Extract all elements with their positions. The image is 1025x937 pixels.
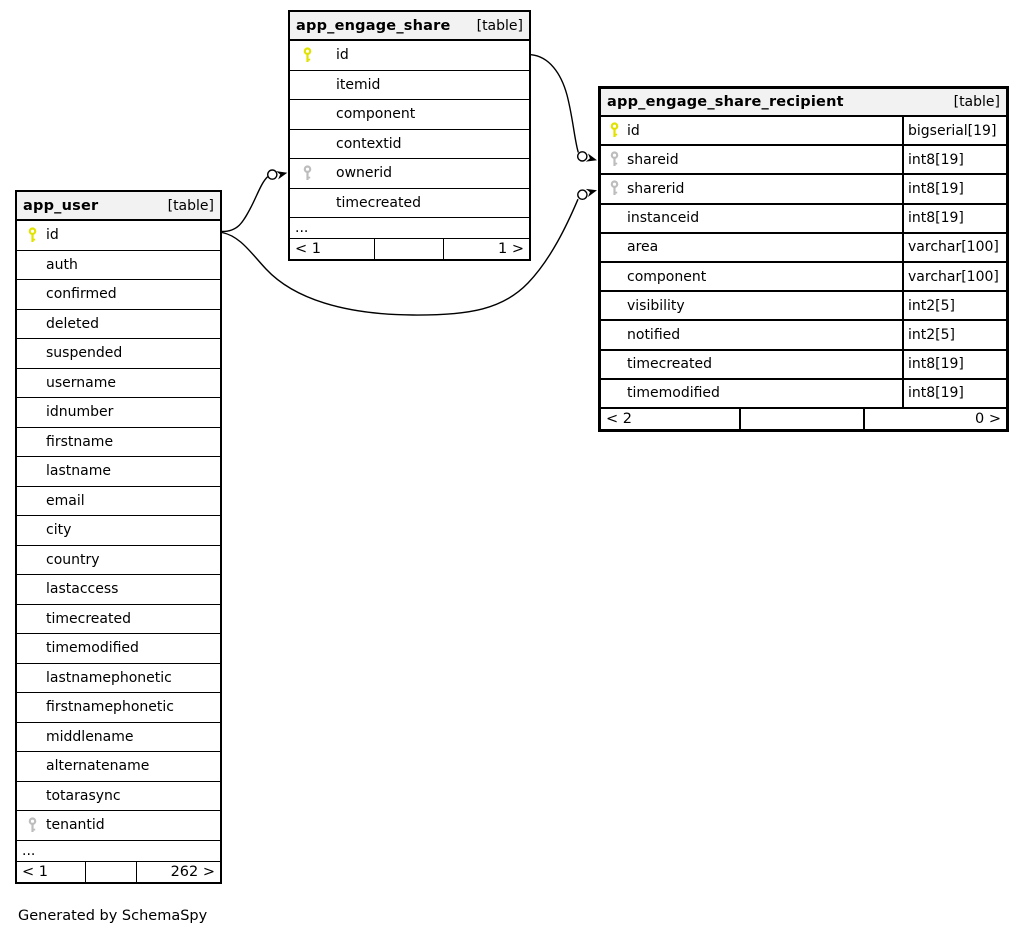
table-row [17, 516, 220, 546]
column-name: timemodified [46, 640, 139, 657]
ellipsis-row: ... [17, 841, 220, 862]
table-row [17, 634, 220, 664]
pager [290, 239, 529, 259]
table-row [601, 263, 1006, 292]
table-row [17, 369, 220, 399]
table-name: app_engage_share [296, 17, 451, 34]
pager-child-count: 1 > [498, 241, 524, 257]
column-name: username [46, 374, 116, 391]
table-row [17, 221, 220, 251]
column-type: int8[19] [902, 380, 1006, 407]
table-row [17, 487, 220, 517]
column-type: int2[5] [902, 321, 1006, 348]
column-type: varchar[100] [902, 234, 1006, 261]
column-name: suspended [46, 345, 123, 362]
column-name: sharerid [627, 180, 685, 197]
pager-middle [741, 409, 865, 429]
column-name: timecreated [627, 356, 712, 373]
table-name: app_engage_share_recipient [607, 94, 844, 110]
column-name: middlename [46, 728, 134, 745]
column-name: lastnamephonetic [46, 669, 172, 686]
column-name: tenantid [46, 817, 105, 834]
column-name: timecreated [336, 194, 421, 211]
key-icon [302, 47, 313, 64]
table-row [17, 752, 220, 782]
edge-odot [578, 190, 587, 199]
key-icon [609, 151, 620, 168]
column-name: visibility [627, 297, 685, 314]
column-name: firstname [46, 433, 114, 450]
column-name: instanceid [627, 210, 700, 227]
pager [601, 409, 1006, 429]
key-icon [27, 817, 38, 834]
table-row [17, 811, 220, 841]
column-name: lastname [46, 463, 111, 480]
table-app_engage_share_recipient-header[interactable] [601, 89, 1006, 117]
column-type: int8[19] [902, 351, 1006, 378]
column-list [17, 221, 220, 841]
column-name: lastaccess [46, 581, 119, 598]
column-type: int8[19] [902, 205, 1006, 232]
table-app_engage_share[interactable] [288, 10, 531, 261]
column-name: timemodified [627, 385, 720, 402]
column-type: int8[19] [902, 146, 1006, 173]
column-type: int8[19] [902, 175, 1006, 202]
table-row [290, 189, 529, 219]
pager-parent-count: < 2 [601, 409, 741, 429]
table-row [601, 175, 1006, 204]
table-row [601, 146, 1006, 175]
table-row [290, 71, 529, 101]
column-name: shareid [627, 151, 679, 168]
column-name: country [46, 551, 100, 568]
pager-child-count: 262 > [170, 863, 215, 880]
table-row [290, 100, 529, 130]
table-row [601, 292, 1006, 321]
column-list [290, 41, 529, 218]
table-row [601, 380, 1006, 409]
table-row [17, 280, 220, 310]
table-row [17, 546, 220, 576]
column-type: varchar[100] [902, 263, 1006, 290]
column-name: ownerid [336, 165, 393, 182]
table-row [17, 251, 220, 281]
edge-app_user-id-to-app_engage_share-ownerid [222, 177, 268, 232]
table-app_engage_share_recipient[interactable] [598, 86, 1009, 432]
edge-arrowhead [586, 186, 598, 197]
table-row [290, 159, 529, 189]
column-name: confirmed [46, 286, 117, 303]
column-type: int2[5] [902, 292, 1006, 319]
table-row [601, 234, 1006, 263]
table-row [601, 321, 1006, 350]
ellipsis-row: ... [290, 218, 529, 239]
table-row [601, 205, 1006, 234]
key-icon [302, 165, 313, 182]
table-row [17, 457, 220, 487]
table-row [290, 130, 529, 160]
table-badge: [table] [476, 17, 523, 34]
column-name: id [336, 47, 349, 64]
column-name: component [336, 106, 416, 123]
column-name: area [627, 239, 659, 256]
column-name: city [46, 522, 72, 539]
column-name: totarasync [46, 787, 121, 804]
table-row [17, 339, 220, 369]
table-row [17, 664, 220, 694]
table-name: app_user [23, 197, 99, 214]
edge-arrowhead [586, 154, 598, 165]
column-name: component [627, 268, 707, 285]
column-name: timecreated [46, 610, 131, 627]
edge-odot [578, 152, 587, 161]
column-name: notified [627, 326, 681, 343]
column-name: idnumber [46, 404, 114, 421]
table-row [601, 351, 1006, 380]
edge-arrowhead [276, 169, 288, 180]
column-name: id [46, 227, 59, 244]
pager-parent-count: < 1 [290, 239, 375, 259]
column-type: bigserial[19] [902, 117, 1006, 144]
edge-odot [268, 170, 277, 179]
table-app_engage_share-header[interactable] [290, 12, 529, 41]
edge-app_engage_share-id-to-recipient-shareid [531, 55, 578, 153]
table-row [17, 310, 220, 340]
column-name: id [627, 122, 640, 139]
column-list [601, 117, 1006, 409]
key-icon [609, 180, 620, 197]
column-name: itemid [336, 76, 381, 93]
table-row [17, 428, 220, 458]
pager-parent-count: < 1 [17, 862, 86, 882]
table-row [17, 723, 220, 753]
table-app_user-header[interactable] [17, 192, 220, 221]
table-row [17, 398, 220, 428]
table-row [601, 117, 1006, 146]
table-row [17, 693, 220, 723]
column-name: deleted [46, 315, 99, 332]
pager-middle [375, 239, 444, 259]
column-name: contextid [336, 135, 402, 152]
key-icon [609, 122, 620, 139]
column-name: email [46, 492, 85, 509]
column-name: firstnamephonetic [46, 699, 174, 716]
generator-note: Generated by SchemaSpy [18, 908, 208, 924]
pager [17, 862, 220, 882]
column-name: alternatename [46, 758, 150, 775]
table-badge: [table] [167, 197, 214, 214]
table-row [17, 575, 220, 605]
key-icon [27, 227, 38, 244]
pager-middle [86, 862, 137, 882]
pager-child-count: 0 > [975, 410, 1001, 427]
table-row [17, 782, 220, 812]
table-row [290, 41, 529, 71]
table-app_user[interactable] [15, 190, 222, 884]
table-badge: [table] [953, 94, 1000, 110]
table-row [17, 605, 220, 635]
column-name: auth [46, 256, 78, 273]
